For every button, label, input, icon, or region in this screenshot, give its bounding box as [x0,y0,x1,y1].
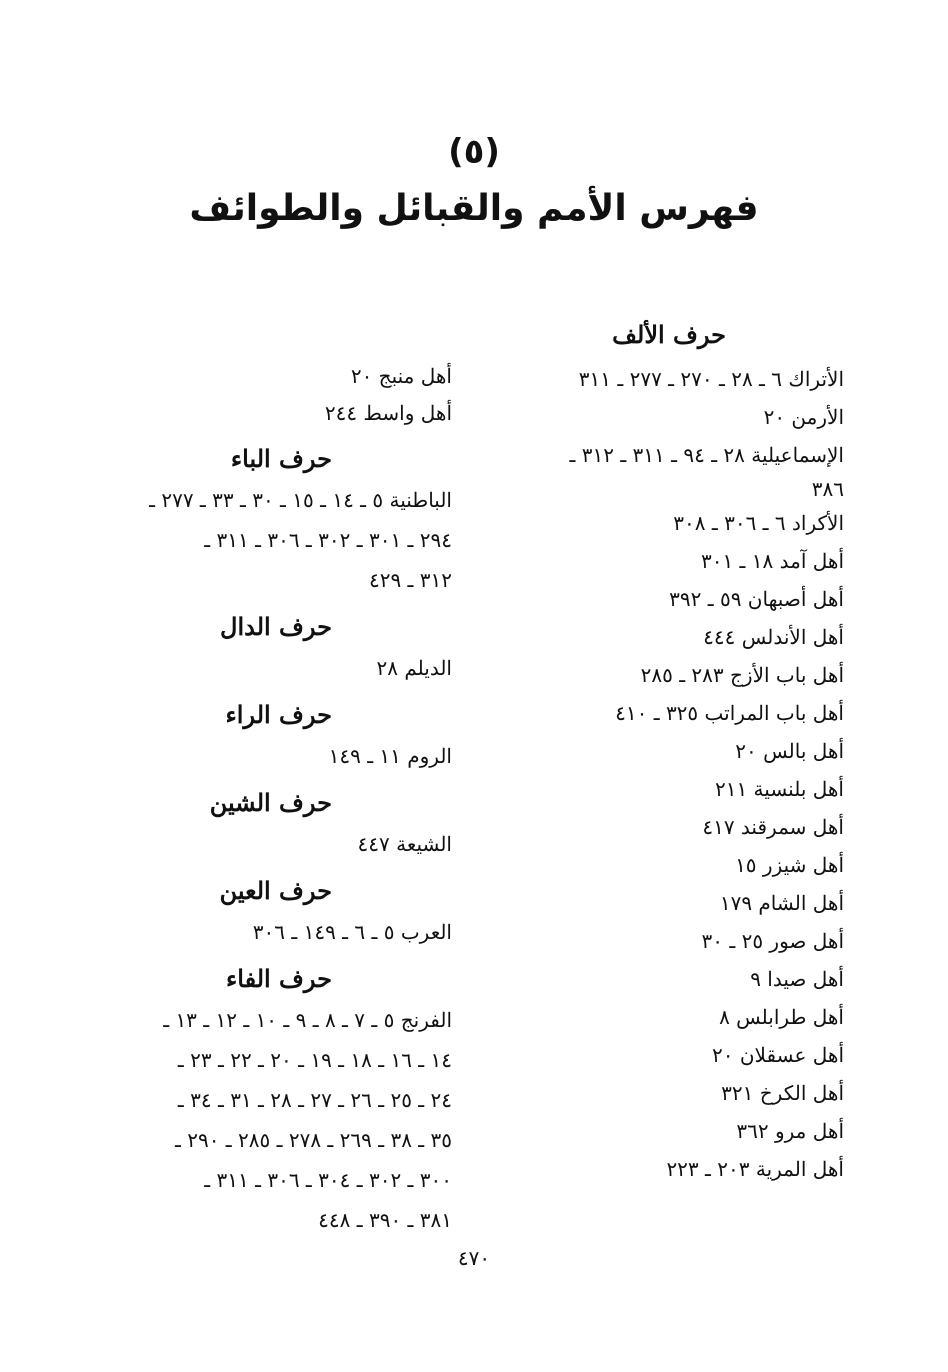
index-entry: الأرمن ٢٠ [763,405,844,429]
index-entry: الباطنية ٥ ـ ١٤ ـ ١٥ ـ ٣٠ ـ ٣٣ ـ ٢٧٧ ـ [149,488,452,512]
index-entry: أهل الشام ١٧٩ [719,891,844,915]
index-entry: أهل أصبهان ٥٩ ـ ٣٩٢ [669,587,844,611]
index-entry: ٣٨٦ [811,477,844,501]
index-entry: أهل صيدا ٩ [750,967,844,991]
index-entry: ٣١٢ ـ ٤٢٩ [368,568,452,592]
index-entry: أهل شيزر ١٥ [735,853,844,877]
index-entry: الأكراد ٦ ـ ٣٠٦ ـ ٣٠٨ [673,511,844,535]
index-entry: أهل صور ٢٥ ـ ٣٠ [701,929,844,953]
index-entry: أهل عسقلان ٢٠ [712,1043,844,1067]
index-entry: أهل باب المراتب ٣٢٥ ـ ٤١٠ [615,701,844,725]
index-entry: ٣٥ ـ ٣٨ ـ ٢٦٩ ـ ٢٧٨ ـ ٢٨٥ ـ ٢٩٠ ـ [174,1128,452,1152]
index-entry: أهل منبج ٢٠ [350,364,452,388]
index-entry: أهل بلنسية ٢١١ [714,777,844,801]
section-number: (٥) [448,132,500,172]
index-entry: أهل طرابلس ٨ [719,1005,844,1029]
index-entry: ١٤ ـ ١٦ ـ ١٨ ـ ١٩ ـ ٢٠ ـ ٢٢ ـ ٢٣ ـ [177,1048,452,1072]
index-entry: ٢٩٤ ـ ٣٠١ ـ ٣٠٢ ـ ٣٠٦ ـ ٣١١ ـ [204,528,452,552]
letter-heading-alif: حرف الألف [612,320,726,349]
index-entry: الفرنج ٥ ـ ٧ ـ ٨ ـ ٩ ـ ١٠ ـ ١٢ ـ ١٣ ـ [163,1008,452,1032]
letter-heading-fa: حرف الفاء [225,964,332,993]
letter-heading-ayn: حرف العين [219,876,332,905]
letter-heading-dal: حرف الدال [220,612,332,641]
index-entry: الأتراك ٦ ـ ٢٨ ـ ٢٧٠ ـ ٢٧٧ ـ ٣١١ [578,367,844,391]
letter-heading-ra: حرف الراء [225,700,332,729]
index-entry: أهل المرية ٢٠٣ ـ ٢٢٣ [666,1157,844,1181]
index-entry: ٣٠٠ ـ ٣٠٢ ـ ٣٠٤ ـ ٣٠٦ ـ ٣١١ ـ [204,1168,452,1192]
index-entry: ٢٤ ـ ٢٥ ـ ٢٦ ـ ٢٧ ـ ٢٨ ـ ٣١ ـ ٣٤ ـ [177,1088,452,1112]
index-entry: أهل بالس ٢٠ [735,739,844,763]
index-entry: أهل باب الأزج ٢٨٣ ـ ٢٨٥ [640,663,844,687]
index-entry: أهل مرو ٣٦٢ [736,1119,844,1143]
index-entry: الشيعة ٤٤٧ [357,832,452,856]
index-entry: الروم ١١ ـ ١٤٩ [328,744,452,768]
continued-alif-entries [92,358,452,432]
right-column [484,318,844,1188]
index-entry: الديلم ٢٨ [376,656,452,680]
index-entry: أهل الأندلس ٤٤٤ [703,625,844,649]
index-entry: أهل الكرخ ٣٢١ [721,1081,844,1105]
index-entry: ٣٨١ ـ ٣٩٠ ـ ٤٤٨ [318,1208,452,1232]
index-entry: العرب ٥ ـ ٦ ـ ١٤٩ ـ ٣٠٦ [252,920,452,944]
page-number: ٤٧٠ [457,1246,491,1270]
letter-heading-ba: حرف الباء [230,444,332,473]
index-entry: أهل واسط ٢٤٤ [324,401,452,425]
index-entry: الإسماعيلية ٢٨ ـ ٩٤ ـ ٣١١ ـ ٣١٢ ـ [569,443,844,467]
letter-heading-shin: حرف الشين [209,788,332,817]
page-title: فهرس الأمم والقبائل والطوائف [189,188,759,229]
left-column [92,358,452,1240]
index-entry: أهل آمد ١٨ ـ ٣٠١ [700,549,844,573]
index-entry: أهل سمرقند ٤١٧ [702,815,844,839]
